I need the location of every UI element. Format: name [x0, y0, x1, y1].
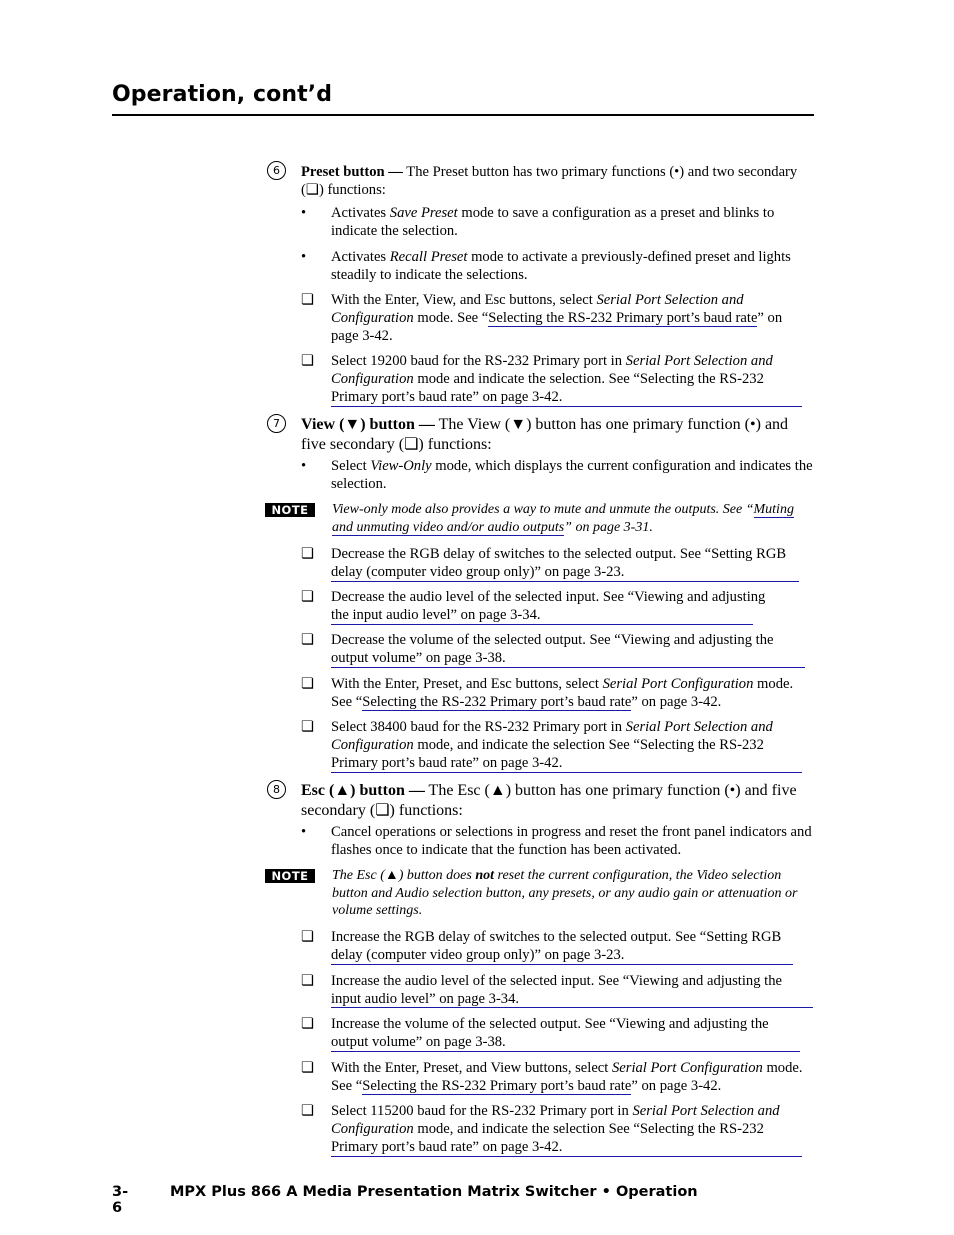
view-button-description: View (▼) button — The View (▼) button has one primary function (•) and five secondary (❏) functions:: [301, 416, 789, 453]
link-underline: [331, 667, 805, 668]
page-number: 3-6: [112, 1184, 129, 1216]
link-underline: [331, 1156, 802, 1157]
note-text: View-only mode also provides a way to mute and unmute the outputs. See “Muting and unmuting video and/or audio outputs” on page 3-31.: [332, 502, 794, 535]
footer-title: MPX Plus 866 A Media Presentation Matrix Switcher • Operation: [170, 1184, 698, 1200]
note-text: The Esc (▲) button does not reset the current configuration, the Video selection button and Audio selection button, any presets, or any audio gain or attenuation or volume settings.: [332, 868, 798, 918]
link-underline: [331, 1007, 813, 1008]
link-underline: [331, 581, 799, 582]
note-emphasis: not: [475, 868, 495, 883]
preset-button-lead: Preset button —: [301, 164, 403, 180]
preset-button-description: Preset button — The Preset button has two primary functions (•) and two secondary (❏) functions:: [301, 164, 798, 198]
page-header-title: Operation, cont’d: [112, 82, 333, 107]
baud-rate-link[interactable]: Selecting the RS-232 Primary port’s baud rate: [362, 694, 632, 710]
link-underline: [331, 1051, 800, 1052]
link-underline: [331, 624, 753, 625]
note-badge: NOTE: [265, 869, 315, 883]
link-underline: [331, 406, 802, 407]
callout-8-number: 8: [267, 780, 286, 799]
link-underline: [331, 772, 802, 773]
esc-button-lead: Esc (▲) button —: [301, 782, 425, 799]
muting-link[interactable]: Muting and unmuting video and/or audio outputs: [332, 502, 794, 535]
baud-rate-link[interactable]: Selecting the RS-232 Primary port’s baud rate: [488, 310, 758, 326]
link-underline: [331, 964, 793, 965]
esc-button-description: Esc (▲) button — The Esc (▲) button has one primary function (•) and five secondary (❏) functions:: [301, 782, 797, 819]
note-badge: NOTE: [265, 503, 315, 517]
callout-6-number: 6: [267, 161, 286, 180]
header-rule: [112, 114, 814, 116]
baud-rate-link[interactable]: Selecting the RS-232 Primary port’s baud rate: [362, 1078, 632, 1094]
view-button-lead: View (▼) button —: [301, 416, 435, 433]
callout-7-number: 7: [267, 414, 286, 433]
